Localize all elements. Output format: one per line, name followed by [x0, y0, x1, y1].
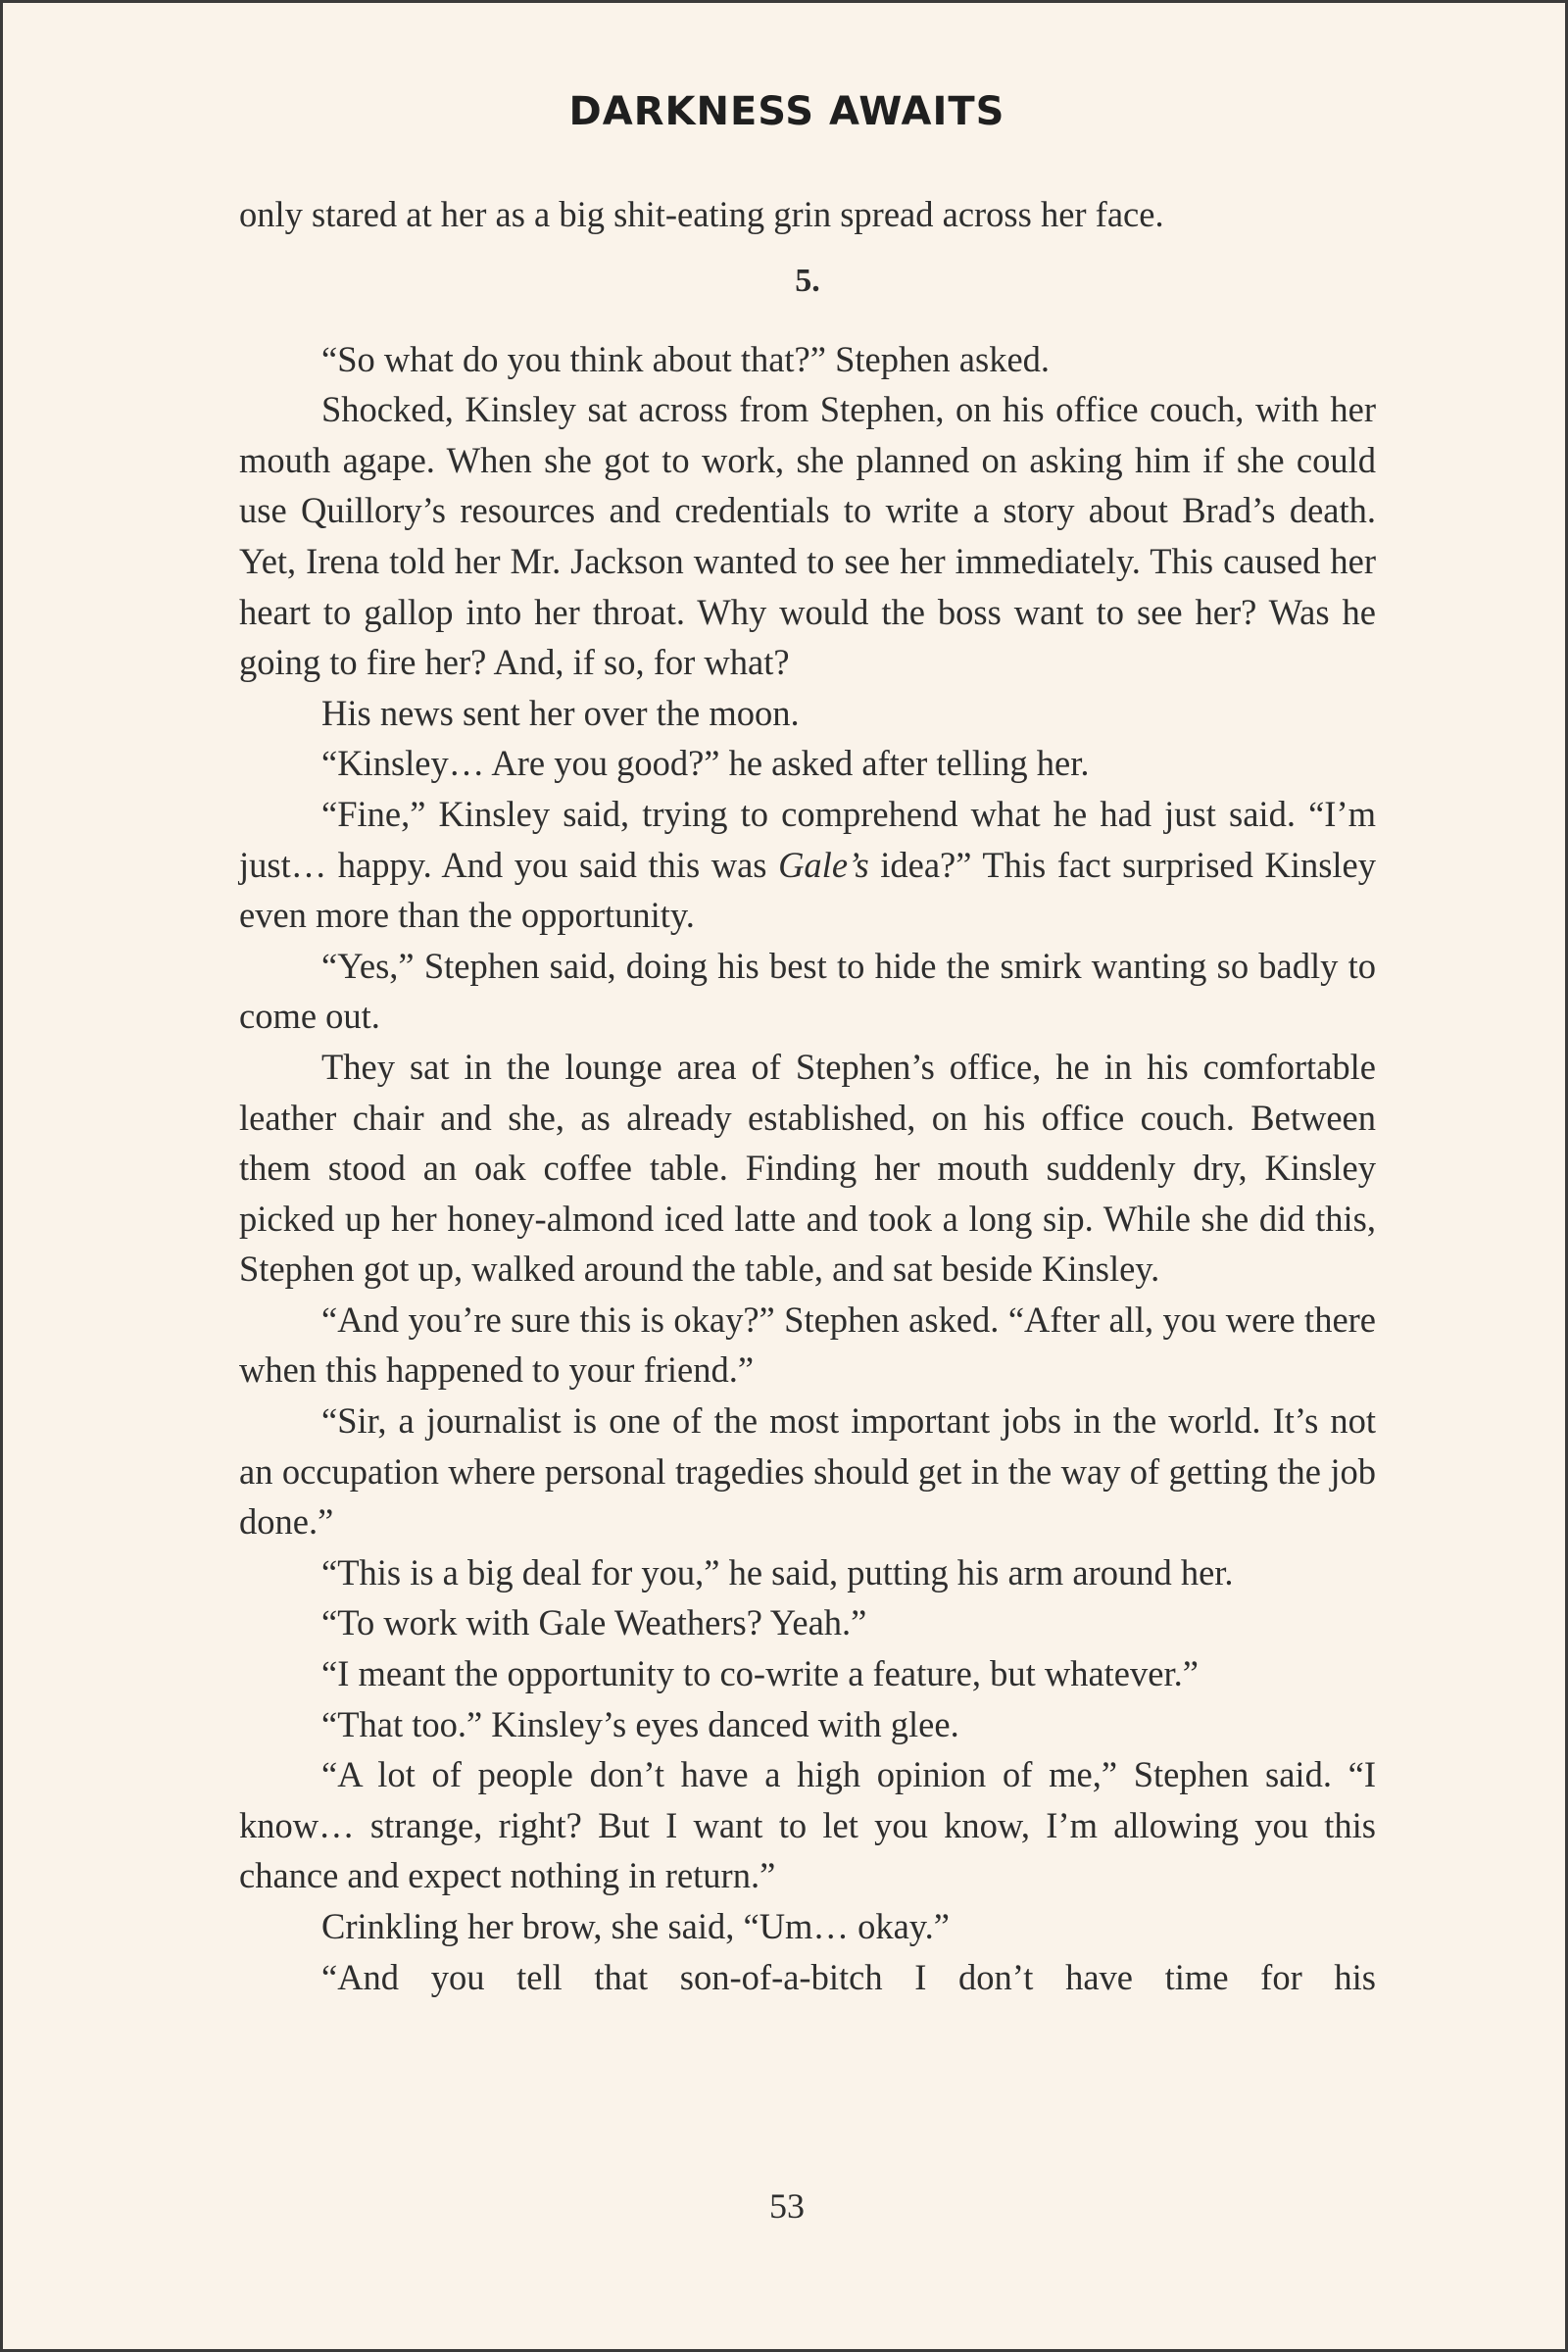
- paragraph: [239, 789, 1376, 941]
- paragraph: “And you tell that son-of-a-bitch I don’t have time for his: [321, 1956, 1376, 1997]
- paragraph: “That too.” Kinsley’s eyes danced with glee.: [321, 1703, 959, 1744]
- paragraph-text: idea?” This fact surprised Kinsley even more than the opportunity.: [239, 844, 1376, 936]
- paragraph-text: “Fine,” Kinsley said, trying to comprehend what he had just said. “I’m just… happy. And you said this was: [239, 793, 1376, 885]
- page-number: 53: [769, 2186, 805, 2226]
- paragraph: Crinkling her brow, she said, “Um… okay.”: [321, 1906, 950, 1946]
- italic-text: Gale’s: [778, 844, 869, 885]
- paragraph: “A lot of people don’t have a high opinion of me,” Stephen said. “I know… strange, right? But I want to let you know, I’m allowing you this chance and expect nothing in return.”: [239, 1754, 1376, 1896]
- paragraph: “I meant the opportunity to co-write a feature, but whatever.”: [321, 1653, 1199, 1694]
- paragraph: “Kinsley… Are you good?” he asked after telling her.: [321, 743, 1090, 784]
- paragraph: His news sent her over the moon.: [321, 692, 800, 733]
- carryover-line: only stared at her as a big shit-eating grin spread across her face.: [239, 194, 1164, 234]
- paragraph: “Yes,” Stephen said, doing his best to hide the smirk wanting so badly to come out.: [239, 945, 1376, 1037]
- paragraph: “This is a big deal for you,” he said, putting his arm around her.: [321, 1551, 1234, 1592]
- paragraph: They sat in the lounge area of Stephen’s office, he in his comfortable leather chair and she, as already established, on his office couch. Between them stood an oak coffee table. Finding her mouth suddenly dry, Kinsley picked up her honey-almond iced latte and took a long sip. While she did this, Stephen got up, walked around the table, and sat beside Kinsley.: [239, 1046, 1376, 1290]
- paragraph: “And you’re sure this is okay?” Stephen asked. “After all, you were there when this happened to your friend.”: [239, 1298, 1376, 1391]
- paragraph: Shocked, Kinsley sat across from Stephen, on his office couch, with her mouth agape. When she got to work, she planned on asking him if she could use Quillory’s resources and credentials to write a story about Brad’s death. Yet, Irena told her Mr. Jackson wanted to see her immediately. This caused her heart to gallop into her throat. Why would the boss want to see her? Was he going to fire her? And, if so, for what?: [239, 389, 1376, 683]
- paragraph: “So what do you think about that?” Stephen asked.: [321, 338, 1051, 379]
- paragraph: “Sir, a journalist is one of the most important jobs in the world. It’s not an occupation where personal tragedies should get in the way of getting the job done.”: [239, 1400, 1376, 1543]
- chapter-number: 5.: [795, 262, 820, 299]
- body-text: [239, 189, 1376, 2002]
- paragraph: “To work with Gale Weathers? Yeah.”: [321, 1602, 867, 1643]
- running-head: DARKNESS AWAITS: [568, 89, 1005, 134]
